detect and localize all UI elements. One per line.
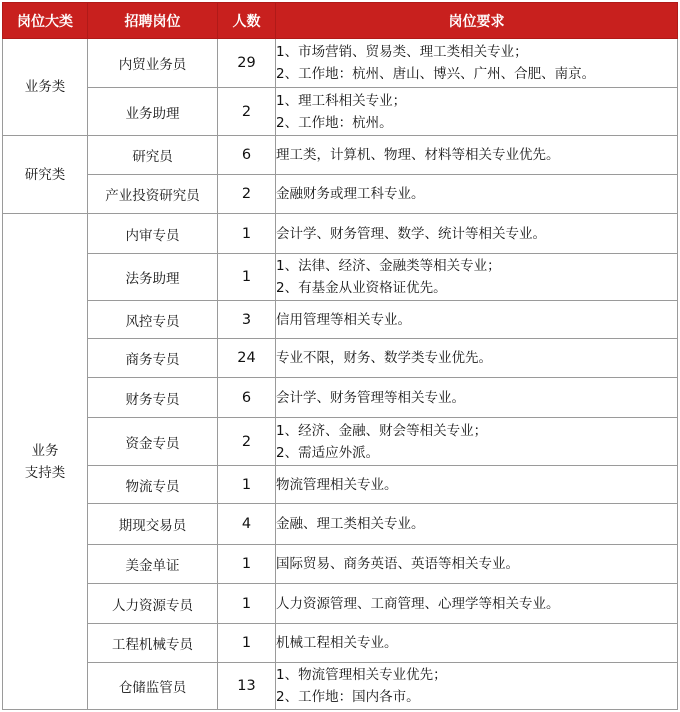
position-cell: 人力资源专员 xyxy=(88,584,218,624)
table-row xyxy=(3,504,678,545)
count-cell: 1 xyxy=(218,624,276,663)
requirement-line: 2、需适应外派。 xyxy=(276,444,380,461)
table-row xyxy=(3,624,678,663)
requirements-cell xyxy=(276,88,678,136)
count-cell: 6 xyxy=(218,136,276,175)
requirements-cell xyxy=(276,136,678,175)
category-cell xyxy=(3,214,88,710)
requirements-cell xyxy=(276,504,678,545)
position-cell: 研究员 xyxy=(88,136,218,175)
table-row xyxy=(3,545,678,584)
requirements-cell xyxy=(276,254,678,301)
requirement-line: 2、工作地：杭州、唐山、博兴、广州、合肥、南京。 xyxy=(276,66,596,82)
count-cell: 1 xyxy=(218,214,276,254)
count-cell: 1 xyxy=(218,545,276,584)
table-row xyxy=(3,584,678,624)
requirement-line: 机械工程相关专业。 xyxy=(276,635,398,651)
count-cell: 2 xyxy=(218,88,276,136)
count-cell: 29 xyxy=(218,39,276,88)
category-label: 业务 xyxy=(31,442,59,459)
requirement-line: 1、理工科相关专业； xyxy=(276,92,407,109)
header-requirements: 岗位要求 xyxy=(276,3,678,39)
table-row xyxy=(3,663,678,710)
header-category: 岗位大类 xyxy=(3,3,88,39)
category-cell xyxy=(3,136,88,214)
position-cell: 产业投资研究员 xyxy=(88,175,218,214)
position-cell: 法务助理 xyxy=(88,254,218,301)
position-cell: 物流专员 xyxy=(88,466,218,504)
requirement-line: 理工类，计算机、物理、材料等相关专业优先。 xyxy=(276,147,560,163)
position-cell: 商务专员 xyxy=(88,339,218,378)
count-cell: 2 xyxy=(218,175,276,214)
requirement-line: 人力资源管理、工商管理、心理学等相关专业。 xyxy=(276,595,560,612)
count-cell: 1 xyxy=(218,466,276,504)
requirements-cell xyxy=(276,418,678,466)
requirement-line: 1、经济、金融、财会等相关专业； xyxy=(276,422,488,439)
table-row xyxy=(3,378,678,418)
table-row xyxy=(3,136,678,175)
position-cell: 美金单证 xyxy=(88,545,218,584)
requirements-cell xyxy=(276,175,678,214)
count-cell: 13 xyxy=(218,663,276,710)
count-cell: 1 xyxy=(218,584,276,624)
position-cell: 内贸业务员 xyxy=(88,39,218,88)
table-row xyxy=(3,466,678,504)
count-cell: 1 xyxy=(218,254,276,301)
requirement-line: 信用管理等相关专业。 xyxy=(276,311,411,328)
position-cell: 工程机械专员 xyxy=(88,624,218,663)
category-label: 支持类 xyxy=(24,464,66,481)
count-cell: 6 xyxy=(218,378,276,418)
count-cell: 4 xyxy=(218,504,276,545)
position-cell: 业务助理 xyxy=(88,88,218,136)
requirement-line: 1、法律、经济、金融类等相关专业； xyxy=(276,258,501,274)
requirements-cell xyxy=(276,624,678,663)
requirement-line: 1、市场营销、贸易类、理工类相关专业； xyxy=(276,44,528,60)
requirements-cell xyxy=(276,663,678,710)
category-cell xyxy=(3,39,88,136)
requirement-line: 会计学、财务管理等相关专业。 xyxy=(276,389,465,406)
category-label: 研究类 xyxy=(24,166,66,183)
position-cell: 资金专员 xyxy=(88,418,218,466)
table-row xyxy=(3,214,678,254)
requirements-cell xyxy=(276,545,678,584)
table-row xyxy=(3,301,678,339)
requirements-cell xyxy=(276,378,678,418)
requirements-cell xyxy=(276,466,678,504)
requirements-cell xyxy=(276,39,678,88)
requirements-cell xyxy=(276,339,678,378)
requirement-line: 会计学、财务管理、数学、统计等相关专业。 xyxy=(276,225,546,242)
header-count: 人数 xyxy=(218,3,276,39)
requirement-line: 物流管理相关专业。 xyxy=(276,476,398,493)
recruitment-table xyxy=(2,2,678,710)
header-row xyxy=(3,3,678,39)
position-cell: 风控专员 xyxy=(88,301,218,339)
table-row xyxy=(3,339,678,378)
count-cell: 2 xyxy=(218,418,276,466)
table-row xyxy=(3,39,678,88)
requirement-line: 专业不限，财务、数学类专业优先。 xyxy=(276,350,492,366)
position-cell: 财务专员 xyxy=(88,378,218,418)
table-row xyxy=(3,175,678,214)
requirement-line: 2、工作地：杭州。 xyxy=(276,114,393,131)
requirement-line: 国际贸易、商务英语、英语等相关专业。 xyxy=(276,556,519,572)
position-cell: 内审专员 xyxy=(88,214,218,254)
table-row xyxy=(3,254,678,301)
position-cell: 仓储监管员 xyxy=(88,663,218,710)
requirement-line: 金融、理工类相关专业。 xyxy=(276,516,425,532)
requirements-cell xyxy=(276,301,678,339)
requirements-cell xyxy=(276,584,678,624)
position-cell: 期现交易员 xyxy=(88,504,218,545)
count-cell: 24 xyxy=(218,339,276,378)
requirement-line: 金融财务或理工科专业。 xyxy=(276,186,425,202)
requirement-line: 1、物流管理相关专业优先； xyxy=(276,667,447,683)
requirements-cell xyxy=(276,214,678,254)
requirement-line: 2、有基金从业资格证优先。 xyxy=(276,280,447,296)
count-cell: 3 xyxy=(218,301,276,339)
header-position: 招聘岗位 xyxy=(88,3,218,39)
table-row xyxy=(3,88,678,136)
category-label: 业务类 xyxy=(24,79,66,95)
requirement-line: 2、工作地：国内各市。 xyxy=(276,689,420,705)
table-row xyxy=(3,418,678,466)
